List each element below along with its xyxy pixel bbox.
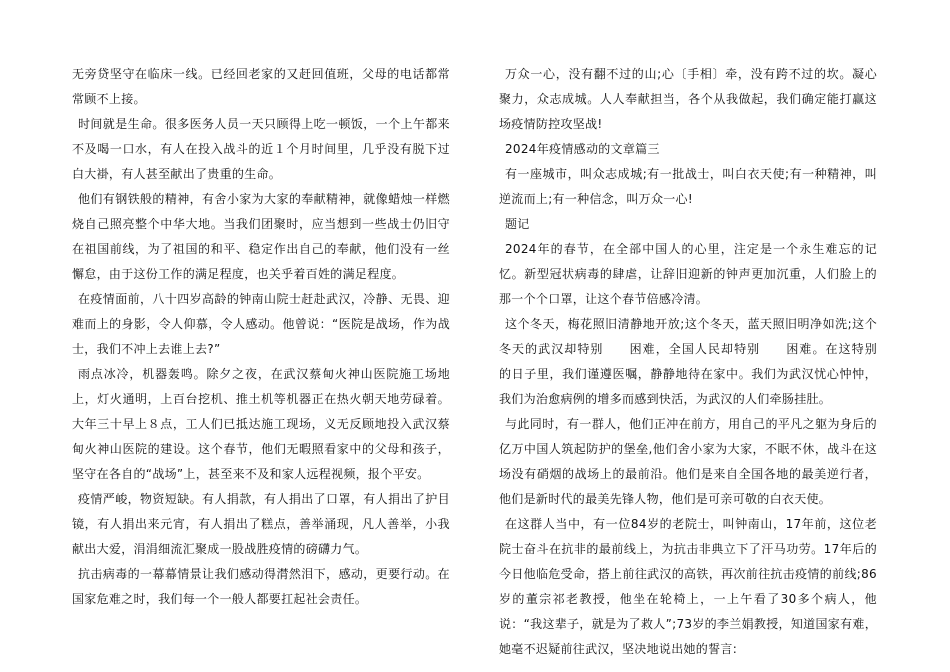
paragraph: 雨点冰冷，机器轰鸣。除夕之夜，在武汉蔡甸火神山医院施工场地上，灯火通明，上百台挖机、推土机等机器正在热火朝天地劳碌着。大年三十早上８点，工人们已抵达施工现场，义无反顾地投入武汉蔡甸火神山医院的建设。这个春节，他们无暇照看家中的父母和孩子，坚守在各自的“战场”上，甚至来不及和家人远程视频，报个平安。 <box>72 367 450 481</box>
paragraph: 万众一心，没有翻不过的山;心〔手相〕牵，没有跨不过的坎。凝心聚力，众志成城。人人奉献担当，各个从我做起，我们确定能打赢这场疫情防控攻坚战! <box>499 67 877 131</box>
paragraph: 他们有钢铁般的精神，有舍小家为大家的奉献精神，就像蜡烛一样燃烧自己照亮整个中华大地。当我们团聚时，应当想到一些战士仍旧守在祖国前线，为了祖国的和平、稳定作出自己的奉献，他们没有一丝懈怠，由于这份工作的满足程度，也关乎着百姓的满足程度。 <box>72 192 450 281</box>
paragraph: 时间就是生命。很多医务人员一天只顾得上吃一顿饭，一个上午都来不及喝一口水，有人在投入战斗的近１个月时间里，几乎没有脱下过白大褂，有人甚至献出了贵重的生命。 <box>72 117 450 181</box>
paragraph: 在疫情面前，八十四岁高龄的钟南山院士赶赴武汉，冷静、无畏、迎难而上的身影，令人仰慕，令人感动。他曾说：“医院是战场，作为战士，我们不冲上去谁上去?” <box>72 292 450 356</box>
paragraph: 有一座城市，叫众志成城;有一批战士，叫白衣天使;有一种精神，叫逆流而上;有一种信念，叫万众一心! <box>499 167 877 206</box>
right-text-column <box>499 62 902 662</box>
paragraph: 疫情严峻，物资短缺。有人捐款，有人捐出了口罩，有人捐出了护目镜，有人捐出来元宵，有人捐出了糕点，善举涌现，凡人善举，小我献出大爱，涓涓细流汇聚成一股战胜疫情的磅礴力气。 <box>72 492 450 556</box>
paragraph: 无旁贷坚守在临床一线。已经回老家的又赶回值班，父母的电话都常常顾不上接。 <box>72 67 450 106</box>
paragraph: 这个冬天，梅花照旧清静地开放;这个冬天，蓝天照旧明净如洗;这个冬天的武汉却特别 困难，全国人民却特别 困难。在这特别 的日子里，我们谨遵医嘱，静静地待在家中。我们为武汉忧心忡忡，我们为治愈病例的增多而感到快活，为武汉的人们牵肠挂肚。 <box>499 317 902 406</box>
left-text-column <box>72 62 450 612</box>
paragraph: 抗击病毒的一幕幕情景让我们感动得潸然泪下，感动，更要行动。在国家危难之时，我们每一个一般人都要扛起社会责任。 <box>72 567 450 606</box>
paragraph: 2024年的春节，在全部中国人的心里，注定是一个永生难忘的记忆。新型冠状病毒的肆虐，让辞旧迎新的钟声更加沉重，人们脸上的那一个个口罩，让这个春节倍感冷清。 <box>499 242 877 306</box>
paragraph: 在这群人当中，有一位84岁的老院士，叫钟南山，17年前，这位老院士奋斗在抗非的最前线上，为抗击非典立下了汗马功劳。17年后的今日他临危受命，搭上前往武汉的高铁，再次前往抗击疫情的前线;86岁的董宗祁老教授，他坐在轮椅上，一上午看了30多个病人，他说：“我这辈子，就是为了救人”;73岁的李兰娟教授，知道国家有难，她毫不迟疑前往武汉，坚决地说出她的誓言: <box>499 517 877 656</box>
section-heading: 2024年疫情感动的文章篇三 <box>505 142 660 156</box>
paragraph: 与此同时，有一群人，他们正冲在前方，用自己的平凡之躯为身后的亿万中国人筑起防护的堡垒,他们舍小家为大家，不眠不休，战斗在这场没有硝烟的战场上的最前沿。他们是来自全国各地的最美逆行者，他们是新时代的最美先锋人物，他们是可亲可敬的白衣天使。 <box>499 417 877 506</box>
epigraph-label: 题记 <box>505 217 530 231</box>
